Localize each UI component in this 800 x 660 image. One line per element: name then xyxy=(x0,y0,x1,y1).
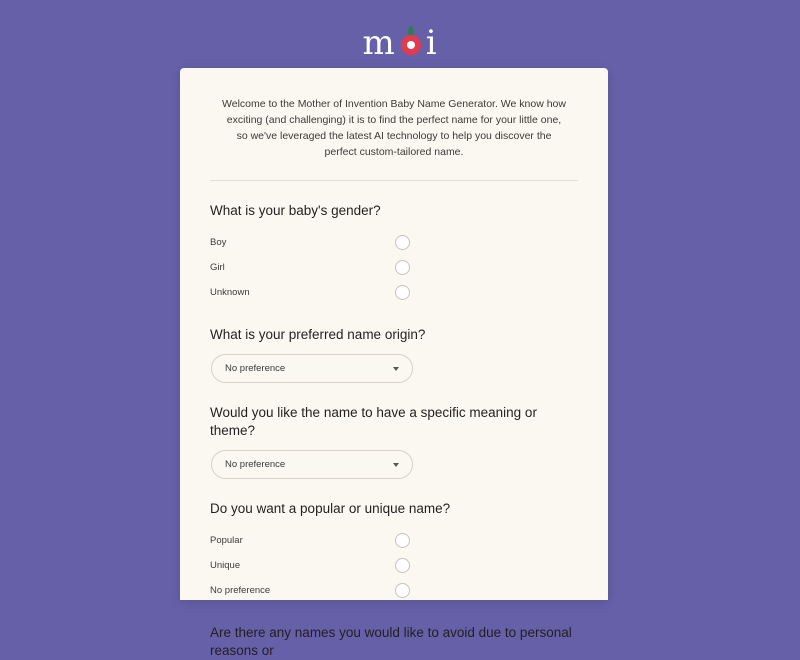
berry-leaf-icon xyxy=(398,26,424,60)
form-card-content xyxy=(180,68,608,660)
option-row-boy[interactable] xyxy=(210,230,578,255)
logo-letter-m: m xyxy=(362,23,396,63)
site-logo[interactable] xyxy=(0,20,800,66)
select-name-meaning[interactable] xyxy=(211,450,413,479)
berry-shape xyxy=(401,35,421,55)
logo-letter-i: i xyxy=(425,23,438,63)
question-label-meaning: Would you like the name to have a specific meaning or theme? xyxy=(210,405,537,438)
option-label-no-preference: No preference xyxy=(210,584,271,596)
select-name-origin-value: No preference xyxy=(225,363,286,374)
select-name-origin[interactable] xyxy=(211,354,413,383)
chevron-down-icon xyxy=(393,367,399,371)
option-label-popular: Popular xyxy=(210,534,243,546)
radio-popular[interactable] xyxy=(395,533,410,548)
logo-lockup xyxy=(362,23,438,63)
question-label-avoid: Are there any names you would like to avoid due to personal reasons or xyxy=(210,625,572,658)
question-label-popularity: Do you want a popular or unique name? xyxy=(210,501,451,516)
form-card xyxy=(180,68,608,658)
option-row-unique[interactable] xyxy=(210,553,578,578)
radio-boy[interactable] xyxy=(395,235,410,250)
option-label-unique: Unique xyxy=(210,559,241,571)
select-name-meaning-value: No preference xyxy=(225,459,286,470)
option-label-boy: Boy xyxy=(210,236,227,248)
option-label-girl: Girl xyxy=(210,261,225,273)
radio-unknown[interactable] xyxy=(395,285,410,300)
chevron-down-icon xyxy=(393,463,399,467)
option-row-popular[interactable] xyxy=(210,528,578,553)
radio-no-preference[interactable] xyxy=(395,583,410,598)
option-row-girl[interactable] xyxy=(210,255,578,280)
question-label-gender: What is your baby's gender? xyxy=(210,203,381,218)
intro-paragraph: Welcome to the Mother of Invention Baby Name Generator. We know how exciting (and challenging) it is to find the perfect name for your little one, so we've leveraged the latest AI technology to help you discover the perfect custom-tailored name. xyxy=(222,98,566,158)
option-row-unknown[interactable] xyxy=(210,280,578,305)
radio-girl[interactable] xyxy=(395,260,410,275)
options-gender xyxy=(210,230,578,305)
section-divider xyxy=(210,180,578,181)
radio-unique[interactable] xyxy=(395,558,410,573)
option-label-unknown: Unknown xyxy=(210,286,250,298)
question-label-origin: What is your preferred name origin? xyxy=(210,327,426,342)
options-popularity xyxy=(210,528,578,603)
option-row-no-preference[interactable] xyxy=(210,578,578,603)
